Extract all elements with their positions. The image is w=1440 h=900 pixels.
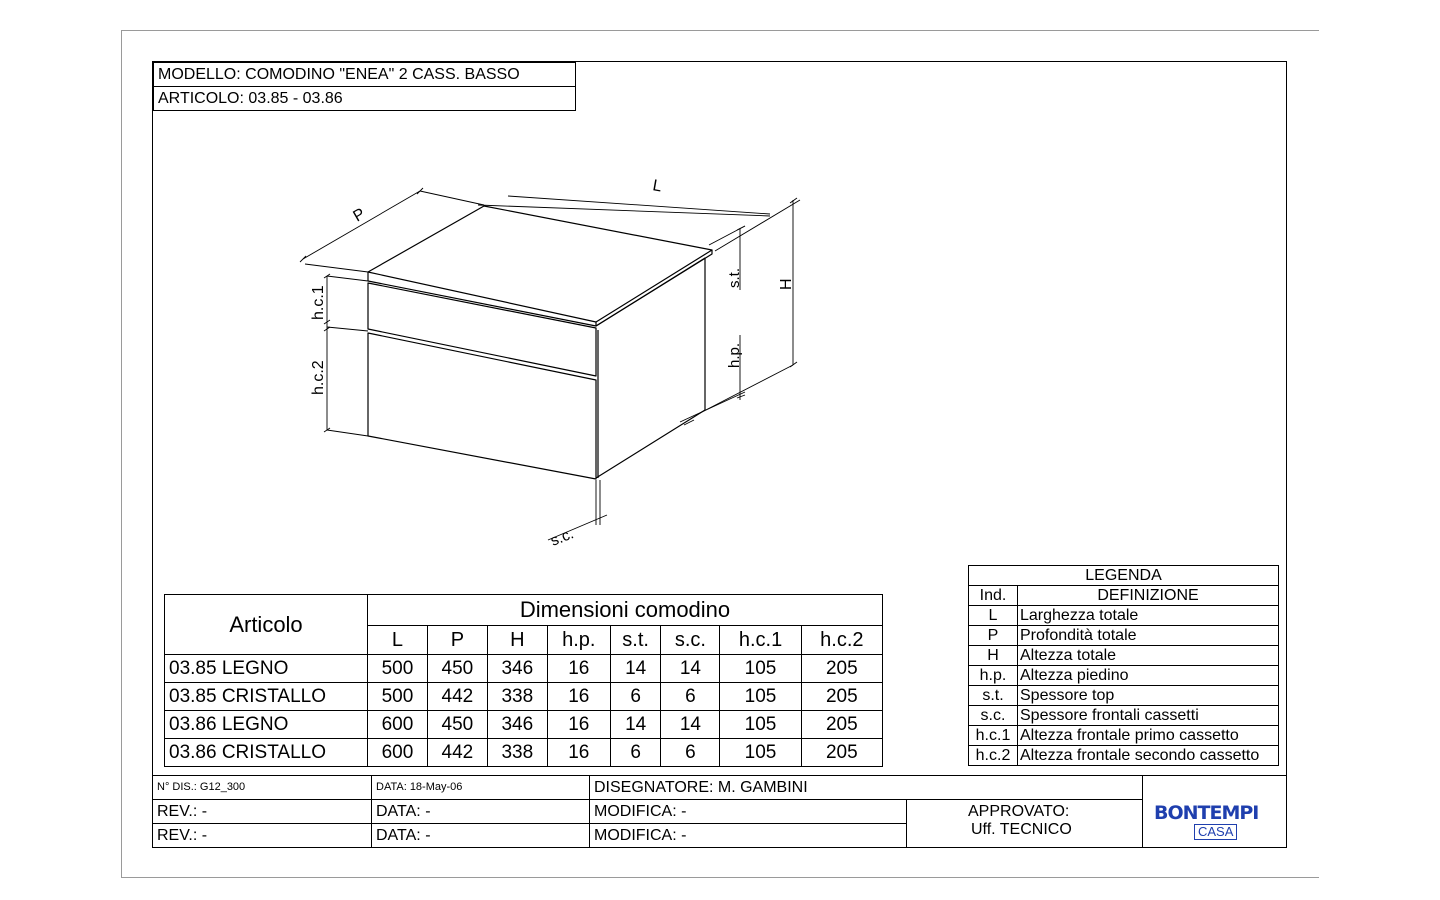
- table-row: [165, 683, 883, 711]
- legend-row: [969, 666, 1279, 686]
- table-cell: 14: [661, 711, 720, 739]
- drawer-2-front: [368, 333, 596, 479]
- footer-divider: [1142, 775, 1143, 848]
- dim-label-hc2: h.c.2: [310, 360, 327, 395]
- table-cell: 205: [801, 711, 882, 739]
- drawing-date: DATA: 18-May-06: [376, 781, 463, 793]
- table-cell: 450: [427, 711, 487, 739]
- col-header: h.c.2: [801, 626, 882, 655]
- row-label: 03.85 CRISTALLO: [165, 683, 368, 711]
- legend-def: Profondità totale: [1018, 626, 1279, 646]
- data-1: DATA: -: [376, 803, 431, 820]
- footer-divider: [906, 799, 907, 848]
- legend-ind: s.c.: [969, 706, 1018, 726]
- legend-row: [969, 626, 1279, 646]
- carcass-side: [596, 258, 705, 478]
- row-label: 03.85 LEGNO: [165, 655, 368, 683]
- col-header-dimensions: Dimensioni comodino: [368, 595, 883, 626]
- legend-row: [969, 606, 1279, 626]
- table-cell: 16: [547, 683, 610, 711]
- table-cell: 450: [427, 655, 487, 683]
- table-cell: 6: [610, 739, 661, 767]
- table-cell: 14: [610, 655, 661, 683]
- table-cell: 6: [661, 683, 720, 711]
- table-cell: 105: [720, 655, 801, 683]
- legend-row: [969, 686, 1279, 706]
- table-cell: 338: [487, 683, 547, 711]
- dim-label-hp: h.p.: [726, 342, 743, 368]
- legend-ind: P: [969, 626, 1018, 646]
- legend-table: [968, 565, 1279, 766]
- legend-ind: L: [969, 606, 1018, 626]
- approved-office: Uff. TECNICO: [971, 821, 1072, 838]
- table-cell: 105: [720, 711, 801, 739]
- legend-title: LEGENDA: [969, 566, 1279, 586]
- legend-def: Spessore top: [1018, 686, 1279, 706]
- legend-ind: h.c.1: [969, 726, 1018, 746]
- dim-label-hc1: h.c.1: [310, 285, 327, 320]
- dim-label-l: L: [651, 177, 664, 196]
- legend-def: Spessore frontali cassetti: [1018, 706, 1279, 726]
- data-2: DATA: -: [376, 827, 431, 844]
- rev-2: REV.: -: [157, 827, 208, 844]
- legend-def: Altezza frontale primo cassetto: [1018, 726, 1279, 746]
- col-header-article: Articolo: [165, 595, 368, 655]
- table-cell: 500: [368, 655, 428, 683]
- table-cell: 16: [547, 655, 610, 683]
- legend-col-ind: Ind.: [969, 586, 1018, 606]
- drawing-number: N° DIS.: G12_300: [157, 781, 246, 793]
- table-cell: 105: [720, 739, 801, 767]
- legend-row: [969, 746, 1279, 766]
- approved-label: APPROVATO:: [968, 803, 1070, 820]
- table-row: [165, 739, 883, 767]
- row-label: 03.86 LEGNO: [165, 711, 368, 739]
- table-cell: 346: [487, 655, 547, 683]
- col-header: L: [368, 626, 428, 655]
- logo-subtitle: CASA: [1194, 824, 1237, 840]
- col-header: h.p.: [547, 626, 610, 655]
- col-header: P: [427, 626, 487, 655]
- footer-line: [152, 799, 1142, 800]
- modifica-2: MODIFICA: -: [594, 827, 687, 844]
- legend-def: Larghezza totale: [1018, 606, 1279, 626]
- table-cell: 600: [368, 711, 428, 739]
- table-cell: 16: [547, 711, 610, 739]
- footer-divider: [371, 775, 372, 848]
- legend-col-def: DEFINIZIONE: [1018, 586, 1279, 606]
- legend-row: [969, 726, 1279, 746]
- article-title: ARTICOLO: 03.85 - 03.86: [154, 87, 576, 111]
- dimensions-table: [164, 594, 883, 767]
- dim-label-p: P: [350, 205, 369, 226]
- top-surface: [368, 206, 712, 322]
- table-cell: 600: [368, 739, 428, 767]
- table-row: [165, 711, 883, 739]
- table-cell: 6: [661, 739, 720, 767]
- legend-ind: h.p.: [969, 666, 1018, 686]
- legend-def: Altezza piedino: [1018, 666, 1279, 686]
- footer-divider: [589, 775, 590, 848]
- row-label: 03.86 CRISTALLO: [165, 739, 368, 767]
- table-cell: 14: [610, 711, 661, 739]
- table-cell: 6: [610, 683, 661, 711]
- table-cell: 338: [487, 739, 547, 767]
- dim-label-h: H: [778, 278, 795, 290]
- table-row: [165, 655, 883, 683]
- table-cell: 500: [368, 683, 428, 711]
- table-cell: 14: [661, 655, 720, 683]
- table-cell: 105: [720, 683, 801, 711]
- modifica-1: MODIFICA: -: [594, 803, 687, 820]
- col-header: h.c.1: [720, 626, 801, 655]
- rev-1: REV.: -: [157, 803, 208, 820]
- col-header: H: [487, 626, 547, 655]
- designer: DISEGNATORE: M. GAMBINI: [594, 779, 808, 796]
- table-cell: 346: [487, 711, 547, 739]
- col-header: s.c.: [661, 626, 720, 655]
- legend-def: Altezza totale: [1018, 646, 1279, 666]
- table-cell: 205: [801, 739, 882, 767]
- col-header: s.t.: [610, 626, 661, 655]
- table-cell: 442: [427, 739, 487, 767]
- footer-line: [152, 823, 906, 824]
- legend-ind: s.t.: [969, 686, 1018, 706]
- dim-label-st: s.t.: [726, 267, 743, 288]
- legend-ind: H: [969, 646, 1018, 666]
- table-cell: 442: [427, 683, 487, 711]
- logo-wordmark: BONTEMPI: [1154, 802, 1259, 824]
- table-cell: 205: [801, 655, 882, 683]
- table-cell: 16: [547, 739, 610, 767]
- legend-ind: h.c.2: [969, 746, 1018, 766]
- legend-def: Altezza frontale secondo cassetto: [1018, 746, 1279, 766]
- legend-row: [969, 646, 1279, 666]
- model-title: MODELLO: COMODINO "ENEA" 2 CASS. BASSO: [154, 63, 576, 87]
- dim-label-sc: s.c.: [548, 525, 577, 550]
- bontempi-logo: [1154, 803, 1280, 841]
- table-cell: 205: [801, 683, 882, 711]
- legend-row: [969, 706, 1279, 726]
- footer-top-line: [152, 775, 1287, 776]
